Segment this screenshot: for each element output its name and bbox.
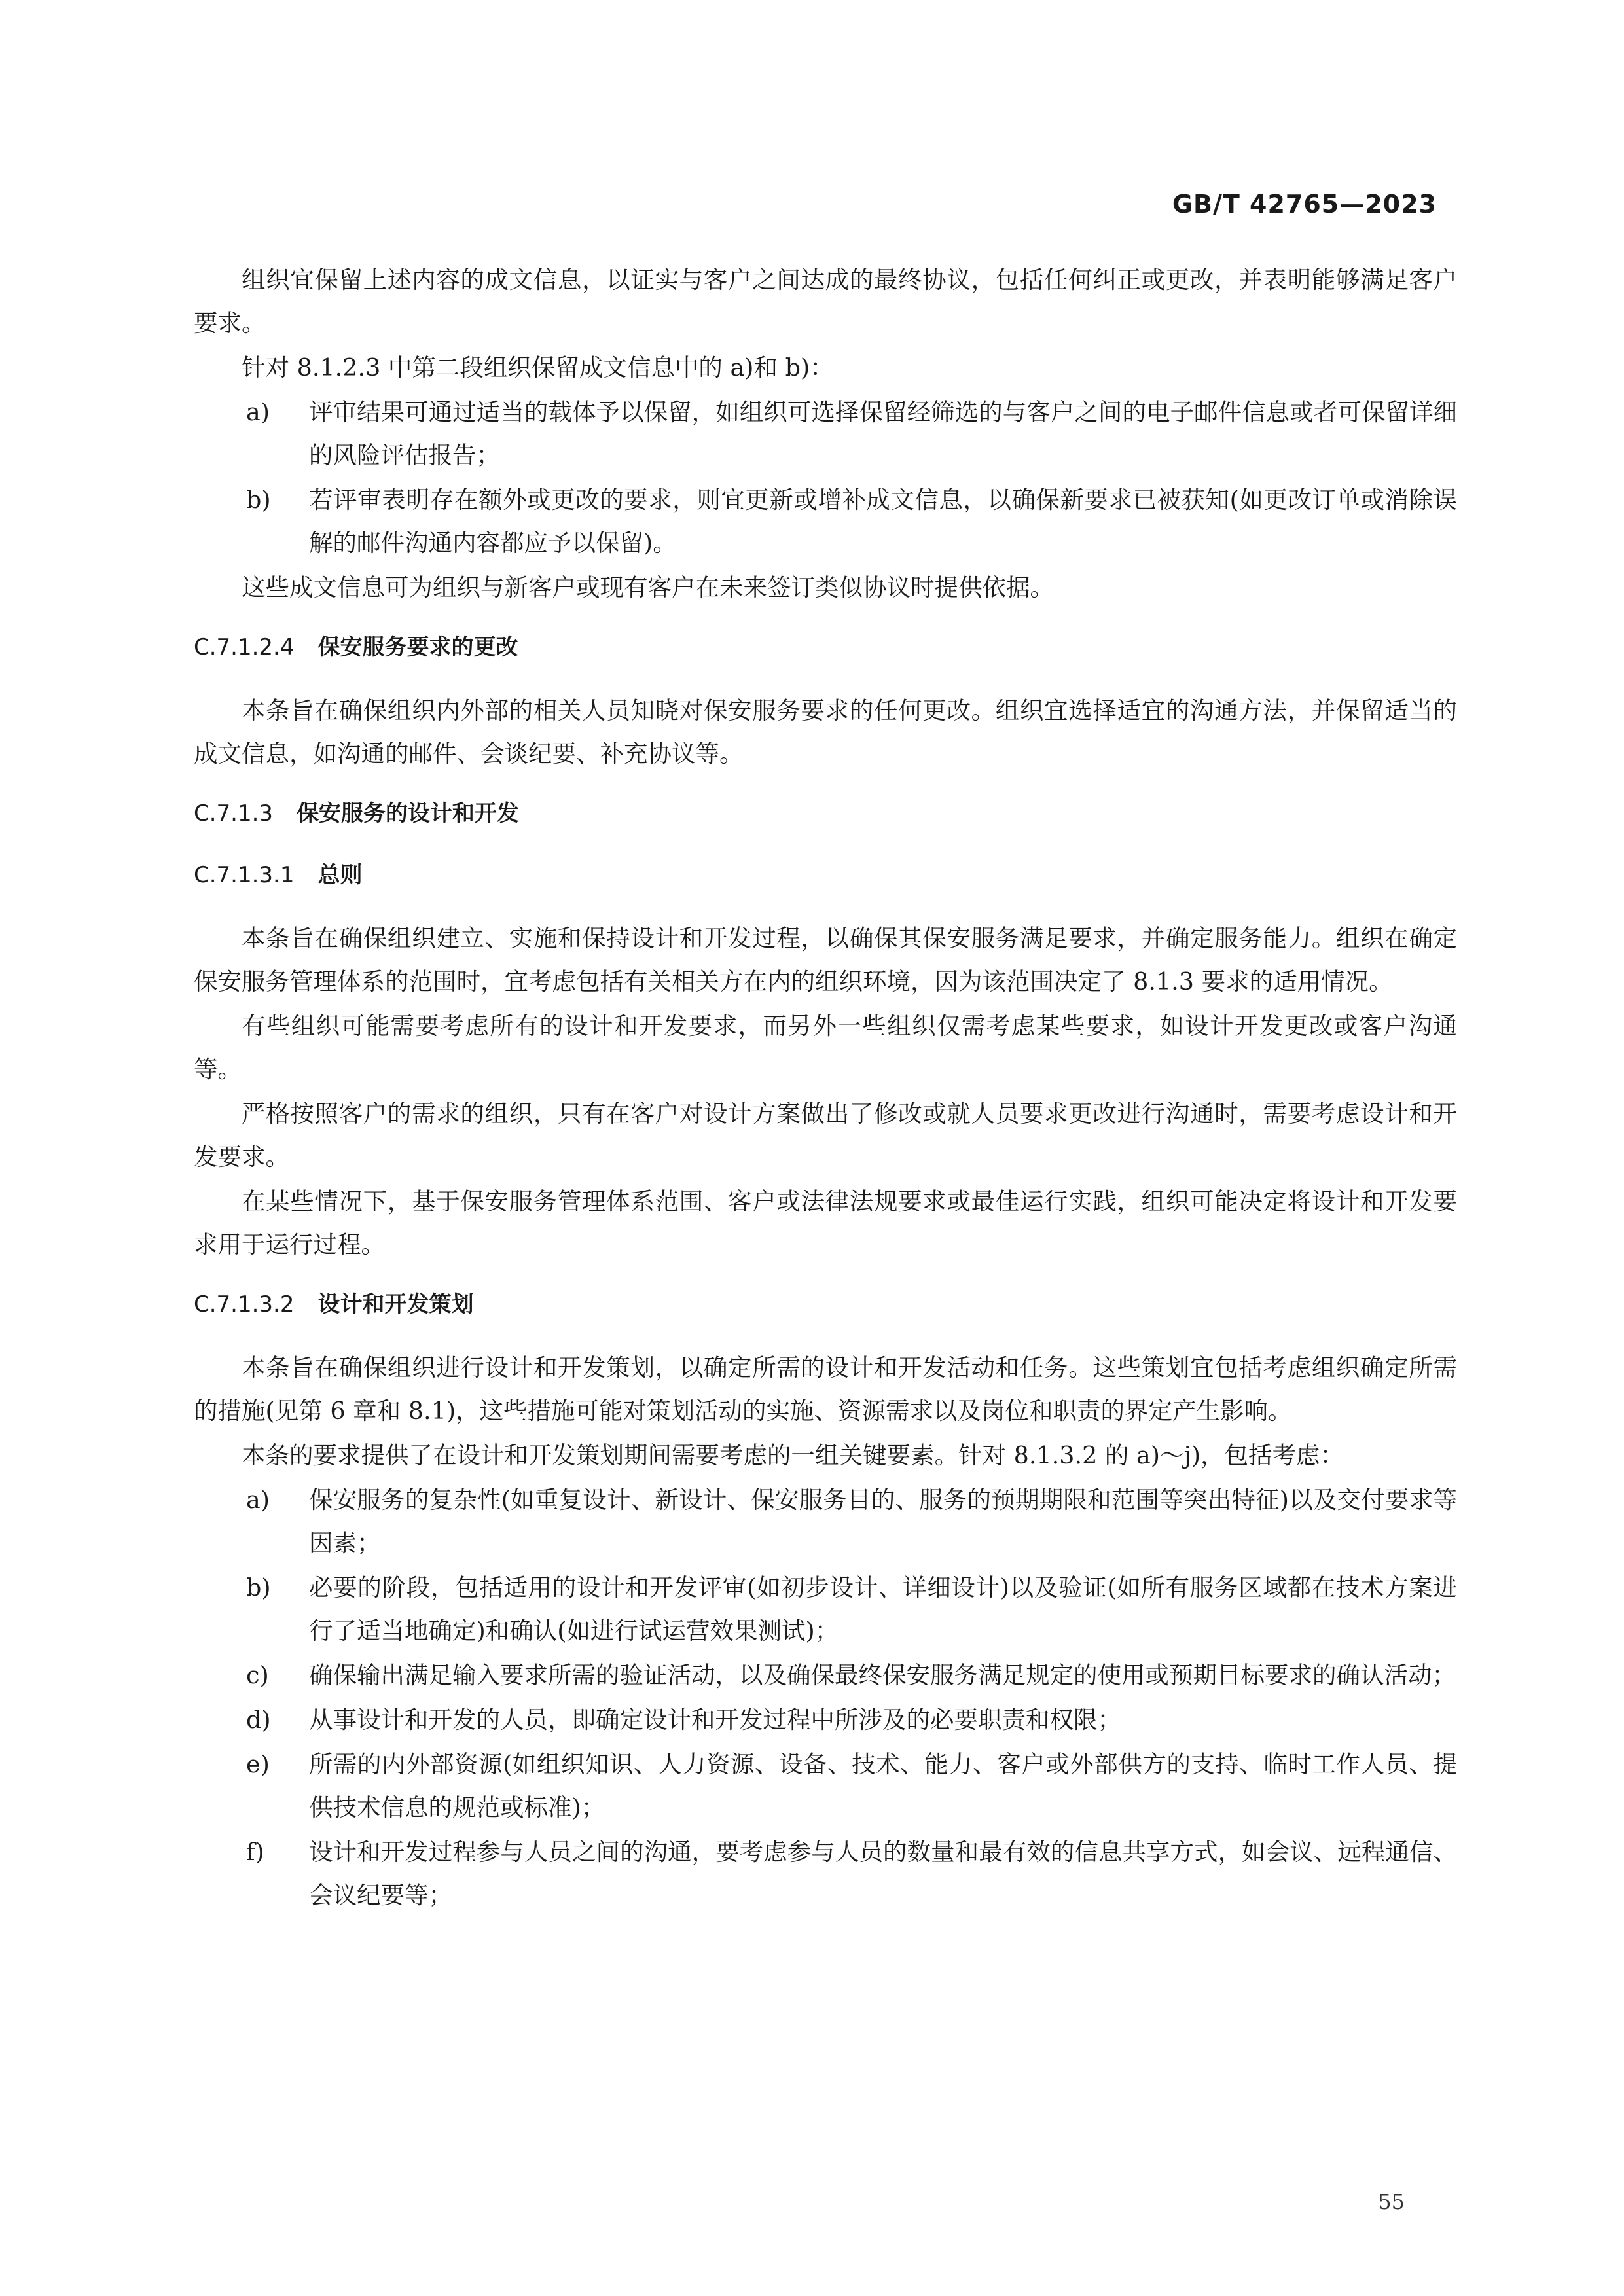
page-number: 55 (1378, 2189, 1405, 2214)
section-title: 设计和开发策划 (317, 1291, 474, 1318)
section-number: C.7.1.3.2 (194, 1291, 295, 1318)
paragraph: 有些组织可能需要考虑所有的设计和开发要求，而另外一些组织仅需考虑某些要求，如设计开发更改或客户沟通等。 (194, 1012, 1457, 1083)
section-heading (194, 628, 1457, 667)
list-item-marker: b) (246, 1573, 271, 1602)
section-heading (194, 855, 1457, 895)
section-title: 保安服务要求的更改 (317, 634, 518, 660)
list-item (194, 1566, 1457, 1653)
section-number: C.7.1.3.1 (194, 862, 295, 888)
list-item-text: 必要的阶段，包括适用的设计和开发评审(如初步设计、详细设计)以及验证(如所有服务区域都在技术方案进行了适当地确定)和确认(如进行试运营效果测试)； (309, 1573, 1457, 1645)
paragraph: 本条旨在确保组织建立、实施和保持设计和开发过程，以确保其保安服务满足要求，并确定服务能力。组织在确定保安服务管理体系的范围时，宜考虑包括有关相关方在内的组织环境，因为该范围决定了 8.1.3 要求的适用情况。 (194, 924, 1457, 996)
list-item (194, 391, 1457, 477)
list-item-text: 从事设计和开发的人员，即确定设计和开发过程中所涉及的必要职责和权限； (309, 1706, 1121, 1734)
section-heading (194, 1285, 1457, 1324)
list-item-marker: d) (246, 1706, 271, 1734)
document-body (194, 259, 1457, 1918)
standard-number: GB/T 42765—2023 (1172, 190, 1437, 219)
paragraph: 本条的要求提供了在设计和开发策划期间需要考虑的一组关键要素。针对 8.1.3.2 的 a)～j)，包括考虑： (242, 1441, 1344, 1469)
section-number: C.7.1.3 (194, 800, 274, 827)
paragraph: 本条旨在确保组织进行设计和开发策划，以确定所需的设计和开发活动和任务。这些策划宜包括考虑组织确定所需的措施(见第 6 章和 8.1)，这些措施可能对策划活动的实施、资源需求以及岗位和职责的界定产生影响。 (194, 1354, 1457, 1425)
list-item (194, 1831, 1457, 1917)
list-item (194, 478, 1457, 565)
list-item-marker: a) (246, 1486, 270, 1514)
section-heading (194, 794, 1457, 833)
section-title: 总则 (317, 862, 363, 888)
list-item-marker: b) (246, 486, 271, 514)
list-item-text: 保安服务的复杂性(如重复设计、新设计、保安服务目的、服务的预期期限和范围等突出特征)以及交付要求等因素； (309, 1486, 1457, 1557)
paragraph: 组织宜保留上述内容的成文信息，以证实与客户之间达成的最终协议，包括任何纠正或更改，并表明能够满足客户要求。 (194, 266, 1457, 337)
list-item (194, 1479, 1457, 1565)
section-title: 保安服务的设计和开发 (297, 800, 520, 827)
paragraph: 本条旨在确保组织内外部的相关人员知晓对保安服务要求的任何更改。组织宜选择适宜的沟通方法，并保留适当的成文信息，如沟通的邮件、会谈纪要、补充协议等。 (194, 696, 1457, 768)
list-item-marker: c) (246, 1661, 269, 1689)
section-number: C.7.1.2.4 (194, 634, 295, 660)
list-item-text: 评审结果可通过适当的载体予以保留，如组织可选择保留经筛选的与客户之间的电子邮件信息或者可保留详细的风险评估报告； (309, 398, 1457, 469)
list-item-text: 所需的内外部资源(如组织知识、人力资源、设备、技术、能力、客户或外部供方的支持、临时工作人员、提供技术信息的规范或标准)； (309, 1750, 1457, 1821)
list-item-marker: e) (246, 1750, 270, 1778)
list-item-text: 若评审表明存在额外或更改的要求，则宜更新或增补成文信息，以确保新要求已被获知(如更改订单或消除误解的邮件沟通内容都应予以保留)。 (309, 486, 1457, 557)
list-item (194, 1698, 1457, 1742)
list-item (194, 1654, 1457, 1697)
list-item-text: 设计和开发过程参与人员之间的沟通，要考虑参与人员的数量和最有效的信息共享方式，如会议、远程通信、会议纪要等； (309, 1838, 1457, 1909)
paragraph: 严格按照客户的需求的组织，只有在客户对设计方案做出了修改或就人员要求更改进行沟通时，需要考虑设计和开发要求。 (194, 1100, 1457, 1171)
list-item-marker: f) (246, 1838, 264, 1866)
paragraph: 在某些情况下，基于保安服务管理体系范围、客户或法律法规要求或最佳运行实践，组织可能决定将设计和开发要求用于运行过程。 (194, 1187, 1457, 1259)
list-item-text: 确保输出满足输入要求所需的验证活动，以及确保最终保安服务满足规定的使用或预期目标要求的确认活动； (309, 1661, 1456, 1689)
list-item (194, 1743, 1457, 1829)
list-item-marker: a) (246, 398, 270, 426)
paragraph: 针对 8.1.2.3 中第二段组织保留成文信息中的 a)和 b)： (242, 353, 834, 382)
paragraph: 这些成文信息可为组织与新客户或现有客户在未来签订类似协议时提供依据。 (242, 573, 1054, 601)
